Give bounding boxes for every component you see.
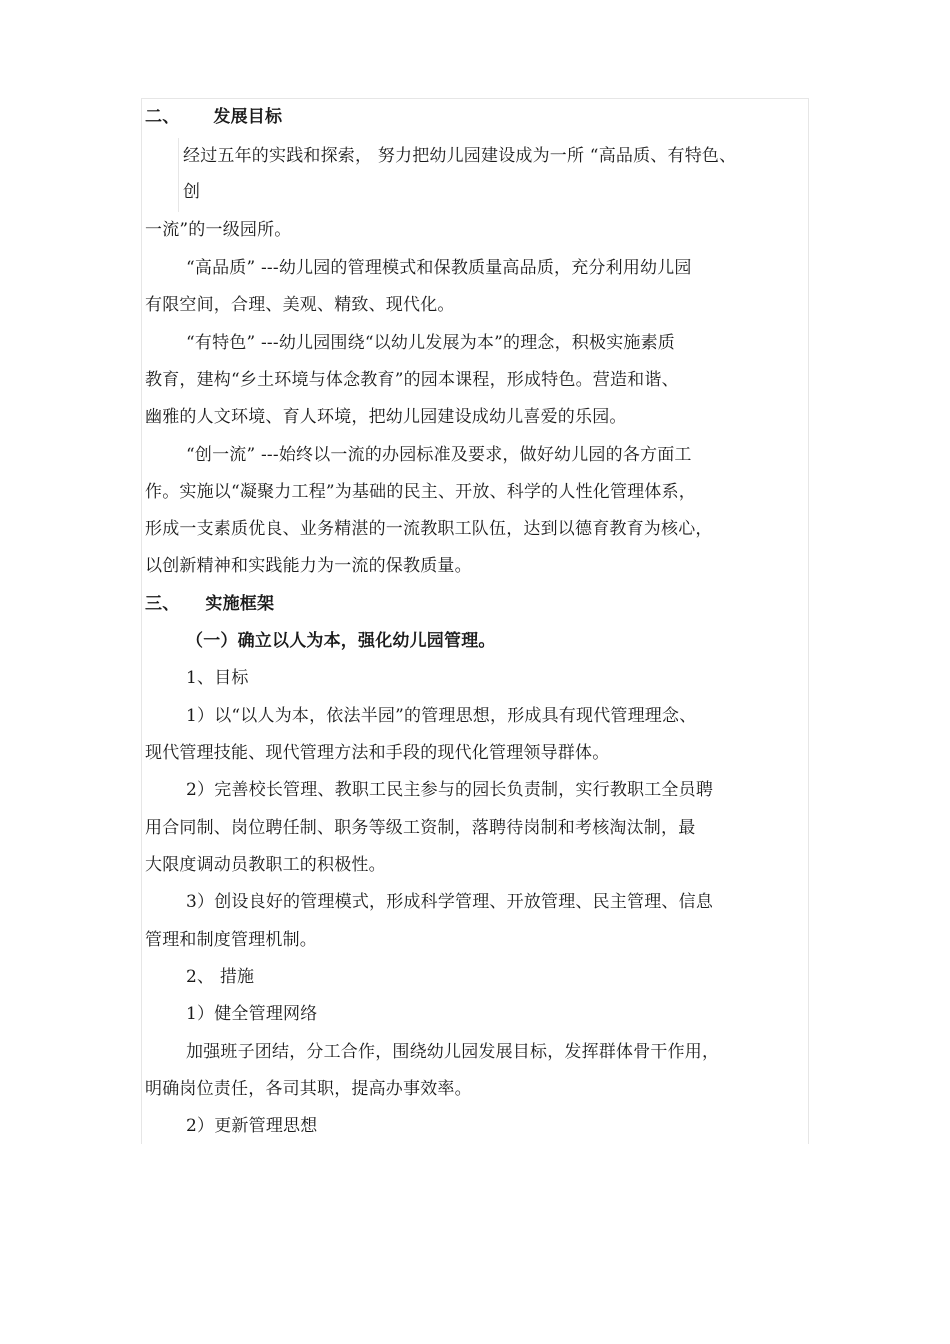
table-right-border: [808, 98, 809, 1144]
table-inner-border: [178, 138, 179, 212]
paragraph-line: “高品质” ---幼儿园的管理模式和保教质量高品质，充分利用幼儿园: [186, 258, 692, 278]
paragraph-line: 明确岗位责任，各司其职，提高办事效率。: [145, 1079, 472, 1099]
table-left-border: [141, 98, 142, 1144]
subsection-heading: （一）确立以人为本，强化幼儿园管理。: [186, 631, 496, 651]
section-heading-2: [145, 107, 282, 127]
table-top-border: [141, 98, 809, 99]
item-subheading: 2）更新管理思想: [186, 1116, 318, 1136]
paragraph-line: 作。实施以“凝聚力工程”为基础的民主、开放、科学的人性化管理体系，: [145, 482, 696, 502]
item-heading: 1、目标: [186, 668, 249, 688]
paragraph-line: 现代管理技能、现代管理方法和手段的现代化管理领导群体。: [145, 743, 610, 763]
paragraph-line: “创一流” ---始终以一流的办园标准及要求，做好幼儿园的各方面工: [186, 445, 692, 465]
paragraph-line: 以创新精神和实践能力为一流的保教质量。: [145, 556, 472, 576]
paragraph-line: 有限空间，合理、美观、精致、现代化。: [145, 295, 455, 315]
paragraph-line: 1）以“以人为本，依法半园”的管理思想，形成具有现代管理理念、: [186, 706, 697, 726]
paragraph-line: 用合同制、岗位聘任制、职务等级工资制，落聘待岗制和考核淘汰制，最: [145, 818, 696, 838]
item-heading: 2、 措施: [186, 967, 255, 987]
section-heading-3: [145, 594, 274, 614]
paragraph-line: “有特色” ---幼儿园围绕“以幼儿发展为本”的理念，积极实施素质: [186, 333, 675, 353]
paragraph-line: 管理和制度管理机制。: [145, 930, 317, 950]
paragraph-line: 2）完善校长管理、教职工民主参与的园长负责制，实行教职工全员聘: [186, 780, 714, 800]
paragraph-line: 加强班子团结，分工合作，围绕幼儿园发展目标，发挥群体骨干作用，: [186, 1042, 720, 1062]
paragraph-line: 一流”的一级园所。: [145, 220, 292, 240]
paragraph-line: 经过五年的实践和探索， 努力把幼儿园建设成为一所 “高品质、有特色、: [183, 146, 737, 166]
section-number: 二、: [145, 107, 180, 127]
section-title: 实施框架: [205, 594, 275, 614]
item-subheading: 1）健全管理网络: [186, 1004, 318, 1024]
paragraph-line: 形成一支素质优良、业务精湛的一流教职工队伍，达到以德育教育为核心，: [145, 519, 713, 539]
section-number: 三、: [145, 594, 180, 614]
section-title: 发展目标: [213, 107, 283, 127]
paragraph-line: 大限度调动员教职工的积极性。: [145, 855, 386, 875]
paragraph-line: 幽雅的人文环境、育人环境，把幼儿园建设成幼儿喜爱的乐园。: [145, 407, 627, 427]
paragraph-line: 3）创设良好的管理模式，形成科学管理、开放管理、民主管理、信息: [186, 892, 714, 912]
paragraph-line: 创: [183, 182, 201, 202]
paragraph-line: 教育，建构“乡土环境与体念教育”的园本课程，形成特色。营造和谐、: [145, 370, 679, 390]
